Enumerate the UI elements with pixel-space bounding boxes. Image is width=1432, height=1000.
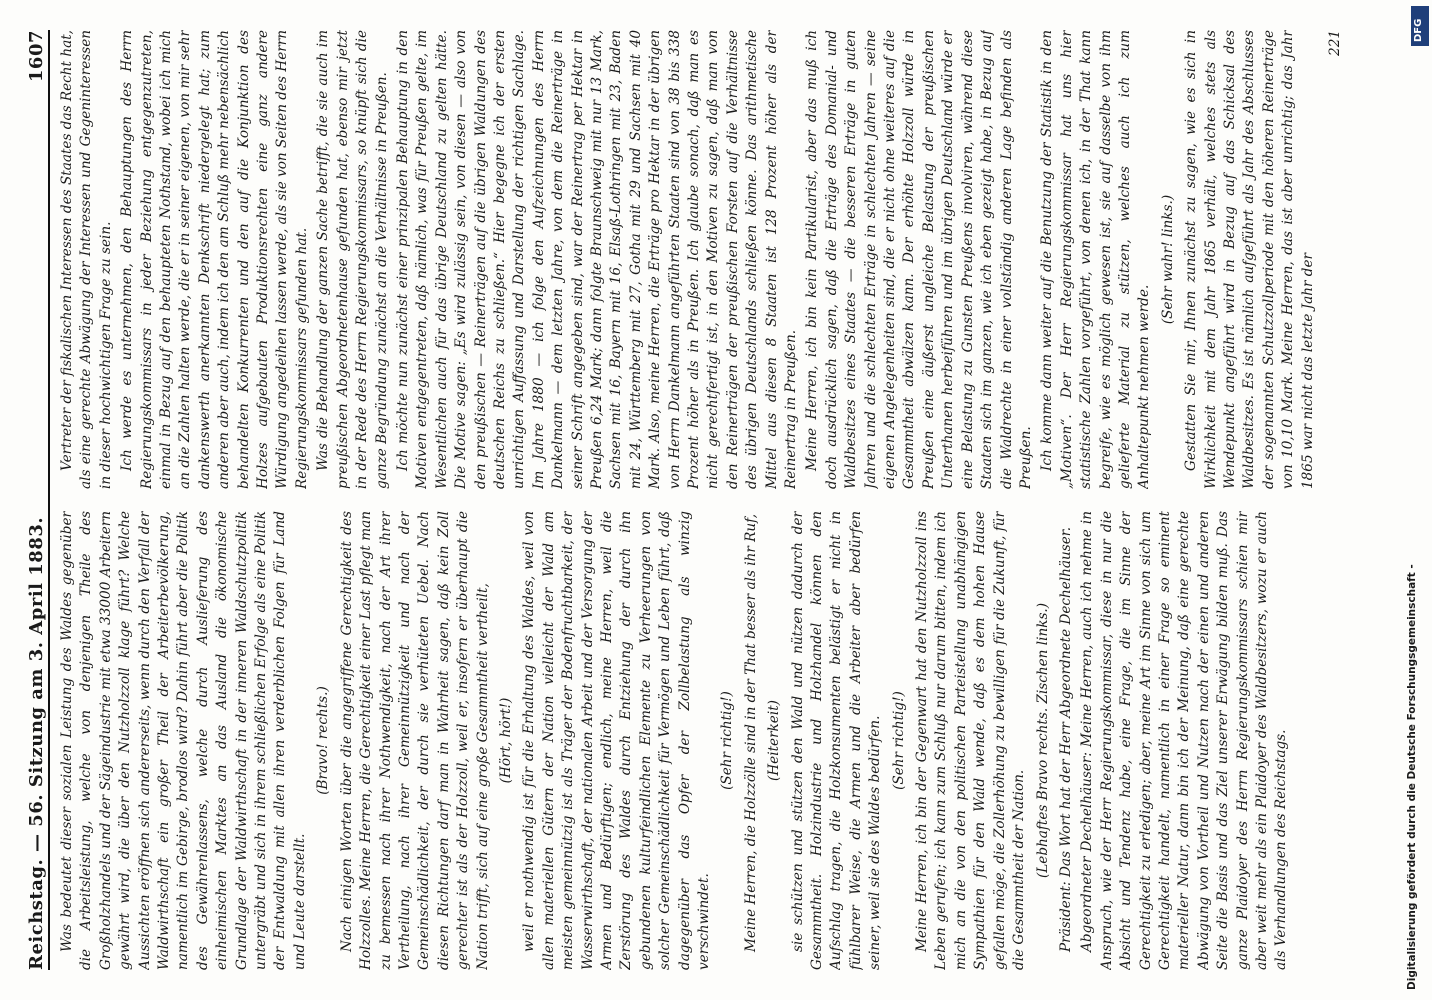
- paragraph: Was die Behandlung der ganzen Sache betrifft, die sie auch im preußischen Abgeordnetenhause gefunden hat, ebenso mir jetzt in der Rede des Herrn Regierungskommissars, so knüpft sich die ganze Begründung zunächst an die Verhältnisse in Preußen.: [315, 30, 390, 489]
- paragraph: (Sehr richtig!): [890, 691, 907, 790]
- header-rule: [48, 30, 50, 970]
- paragraph: (Sehr wahr! links.): [1159, 194, 1176, 325]
- dfg-logo: [1411, 6, 1429, 46]
- text-columns: [58, 30, 1388, 970]
- paragraph: (Hört, hört!): [497, 697, 514, 784]
- page-number: 1607: [25, 30, 47, 83]
- paragraph: Meine Herren, ich bin kein Partikularist, aber das muß ich doch ausdrücklich sagen, daß die Erträge des Domanial- und Waldbesitzes eines Staates — die besseren Erträge in guten Jahren und die schlechten Erträge in schlechten Jahren — seine eigenen Angelegenheiten sind, die er nicht ohne weiteres auf die Gesammtheit abwälzen kann. Der erhöhte Holzzoll würde in Preußen eine äußerst ungleiche Belastung der preußischen Unterthanen herbeiführen und im übrigen Deutschland würde er eine Belastung zu Gunsten Preußens involviren, während diese Staaten sich im ganzen, wie ich eben gezeigt habe, in Bezug auf die Waldrechte in einer vollständig anderen Lage befinden als Preußen.: [804, 30, 1034, 489]
- paragraph: (Heiterkeit): [766, 700, 783, 781]
- digitization-note: Digitalisierung gefördert durch die Deutsche Forschungsgemeinschaft -: [1406, 564, 1418, 990]
- paragraph: Ich möchte nun zunächst einer prinzipalen Behauptung in den Motiven entgegentreten, daß nämlich, was für Preußen gelte, im Wesentlichen auch für das übrige Deutschland zu gelten hätte. Die Motive sagen: „Es wird zulässig sein, von diesen — also von den preußischen — Reinerträgen auf die übrigen Waldungen des deutschen Reichs zu schließen.“ Hier begegne ich der ersten unrichtigen Auffassung und Darstellung der richtigen Sachlage. Im Jahre 1880 — ich folge den Aufzeichnungen des Herrn Dankelmann — dem letzten Jahre, von dem die Reinerträge in seiner Schrift angegeben sind, war der Reinertrag per Hektar in Preußen 6,24 Mark; dann folgte Braunschweig mit nur 13 Mark, Sachsen mit 16, Bayern mit 16, Elsaß-Lothringen mit 23, Baden mit 24, Württemberg mit 27, Gotha mit 29 und Sachsen mit 40 Mark. Also, meine Herren, die Erträge pro Hektar in der übrigen von Herrn Dankelmann angeführten Staaten sind von 38 bis 338 Prozent höher als in Preußen. Ich glaube sonach, daß man es nicht gerechtfertigt ist, in den Motiven zu sagen, daß man von den Reinerträgen der preußischen Forsten auf die Verhältnisse des übrigen Deutschlands schließen könne. Das arithmetische Mittel aus diesen 8 Staaten ist 128 Prozent höher als der Reinertrag in Preußen.: [394, 30, 800, 489]
- paragraph: sie schützen und stützen den Wald und nützen dadurch der Gesammtheit. Holzindustrie und Holzhandel können den Aufschlag tragen, die Holzkonsumenten belästigt er nicht in fühlbarer Weise, die Armen und die Arbeiter aber bedürfen seiner, weil sie des Waldes bedürfen.: [789, 511, 884, 970]
- paragraph: Ich komme dann weiter auf die Benutzung der Statistik in den „Motiven“. Der Herr Regierungskommissar hat uns hier statistische Zahlen vorgeführt, von denen ich, in der That kann begreife, wie es möglich gewesen ist, sie auf dasselbe von ihm gelieferte Material zu stützen, welches auch ich zum Anhaltepunkt nehmen werde.: [1039, 30, 1153, 489]
- signature-mark: 221: [1327, 30, 1343, 56]
- side-margin: [1404, 0, 1432, 1000]
- text-column-right: [58, 30, 1388, 489]
- page-header: [6, 30, 46, 970]
- paragraph: Präsident: Das Wort hat der Herr Abgeordnete Dechelhäuser.: [1057, 526, 1074, 952]
- paragraph: Meine Herren, die Holzzölle sind in der That besser als ihr Ruf,: [742, 513, 759, 952]
- dfg-logo-text: DFG: [1413, 18, 1424, 42]
- paragraph: weil er nothwendig ist für die Erhaltung des Waldes, weil von allen materiellen Gütern der Nation vielleicht der Wald am meisten gemeinnützig ist als Träger der Bodenfruchtbarkeit, der Wasserwirthschaft, der nationalen Arbeit und der Versorgung der Armen und Bedürftigen; endlich, meine Herren, weil die Zerstörung des Waldes durch Entziehung der durch ihn gebundenen kulturfeindlichen Elemente zu Verheerungen von solcher Gemeinschädlichkeit für Vermögen und Leben führt, daß dagegenüber das Opfer der Zollbelastung als winzig verschwindet.: [521, 511, 712, 970]
- paragraph: Was bedeutet dieser sozialen Leistung des Waldes gegenüber die Arbeitsleistung, welche von denjenigen Theile des Großholzhandels und der Sägeindustrie mit etwa 33000 Arbeitern gewährt wird, die über den Nutzholzzoll klage führt? Welche Aussichten eröffnen sich andererseits, wenn durch den Verfall der Waldwirthschaft ein großer Theil der Arbeiterbevölkerung, namentlich im Gebirge, brodlos wird? Dahin führt aber die Politik des Gewährenlassens, welche durch Auslieferung des einheimischen Marktes an das Ausland die ökonomische Grundlage der Waldwirthschaft in der inneren Waldschutzpolitik untergräbt und sich in ihrem schließlichen Erfolge als eine Politik der Entwaldung mit allen ihren verderblichen Folgen für Land und Leute darstellt.: [59, 511, 308, 970]
- paragraph: Meine Herren, ich bin der Gegenwart hat den Nutzholzzoll ins Leben gerufen; ich kann zum Schluß nur darum bitten, indem ich mich an die von den politischen Parteistellung unabhängigen Sympathien für den Wald wende, daß es dem hohen Hause gefallen möge, die Zollerhöhung zu bewilligen für die Zukunft, für die Gesammtheit der Nation.: [914, 511, 1028, 970]
- rotated-page: [6, 30, 1396, 970]
- paragraph: (Sehr richtig!): [719, 691, 736, 790]
- paragraph: Ich werde es unternehmen, den Behauptungen des Herrn Regierungskommissars in jeder Beziehung entgegenzutreten, einmal in Bezug auf den behaupteten Nothstand, wobei ich mich an die Zahlen halten werde, die er in seiner eigenen, von mir sehr dankenswerth anerkannten Denkschrift niedergelegt hat; zum anderen aber auch, indem ich den am Schluß mehr nebensächlich behandelten Konkurrenten und den auf die Konjunktion des Holzes aufgebauten Produktionsrechten eine ganz andere Würdigung angedeihen lassen werde, als sie von Seiten des Herrn Regierungskommissars gefunden hat.: [119, 30, 310, 489]
- text-column-left: [58, 511, 1388, 970]
- paragraph: Gestatten Sie mir, Ihnen zunächst zu sagen, wie es sich in Wirklichkeit mit dem Jahr 1865 verhält, welches stets als Wendepunkt angeführt wird in Bezug auf das Schicksal des Waldbesitzes. Es ist nämlich aufgeführt als Jahr des Abschlusses der sogenannten Schutzzollperiode mit den höheren Reinerträge von 10,10 Mark. Meine Herren, das ist aber unrichtig; das Jahr 1865 war nicht das letzte Jahr der: [1183, 30, 1316, 489]
- paragraph: Abgeordneter Dechelhäuser: Meine Herren, auch ich nehme in Anspruch, wie der Herr Regierungskommissar, diese in nur die Absicht und Tendenz habe, eine Frage, die im Sinne der Gerechtigkeit zu erledigen; aber, meine Art im Sinne von sich um Gerechtigkeit handelt, namentlich in einer Frage so eminent materieller Natur, dann bin ich der Meinung, daß eine gerechte Abwägung von Vortheil und Nutzen nach der einen und anderen Seite die Basis und das Ziel unserer Erwägung bilden muß. Das ganze Plaidoyer des Herrn Regierungskommissars schien mir aber weit mehr als ein Plaidoyer des Waldbesitzers, wozu er auch als Verhandlungen des Reichstags.: [1079, 511, 1290, 970]
- paragraph: (Lebhaftes Bravo rechts. Zischen links.): [1034, 602, 1051, 879]
- paragraph: Nach einigen Worten über die angegriffene Gerechtigkeit des Holzzolles. Meine Herren, die Gerechtigkeit einer Last pflegt man zu bemessen nach ihrer Nothwendigkeit, nach der Art ihrer Vertheilung, nach ihrer Gemeinnützigkeit und nach der Gemeinschädlichkeit, der durch sie verhüteten Uebel. Nach diesen Richtungen darf man in Wahrheit sagen, daß kein Zoll gerechter ist als der Holzzoll, weil er, insofern er überhaupt die Nation trifft, sich auf eine große Gesammtheit vertheilt,: [338, 511, 491, 970]
- paragraph: Vertreter der fiskalischen Interessen des Staates das Recht hat, als eine gerechte Abwägung der Interessen und Gegeninteressen in dieser hochwichtigen Frage zu sein.: [59, 30, 114, 489]
- paragraph: (Bravo! rechts.): [315, 686, 332, 795]
- header-title: Reichstag. — 56. Sitzung am 3. April 1883.: [25, 516, 47, 970]
